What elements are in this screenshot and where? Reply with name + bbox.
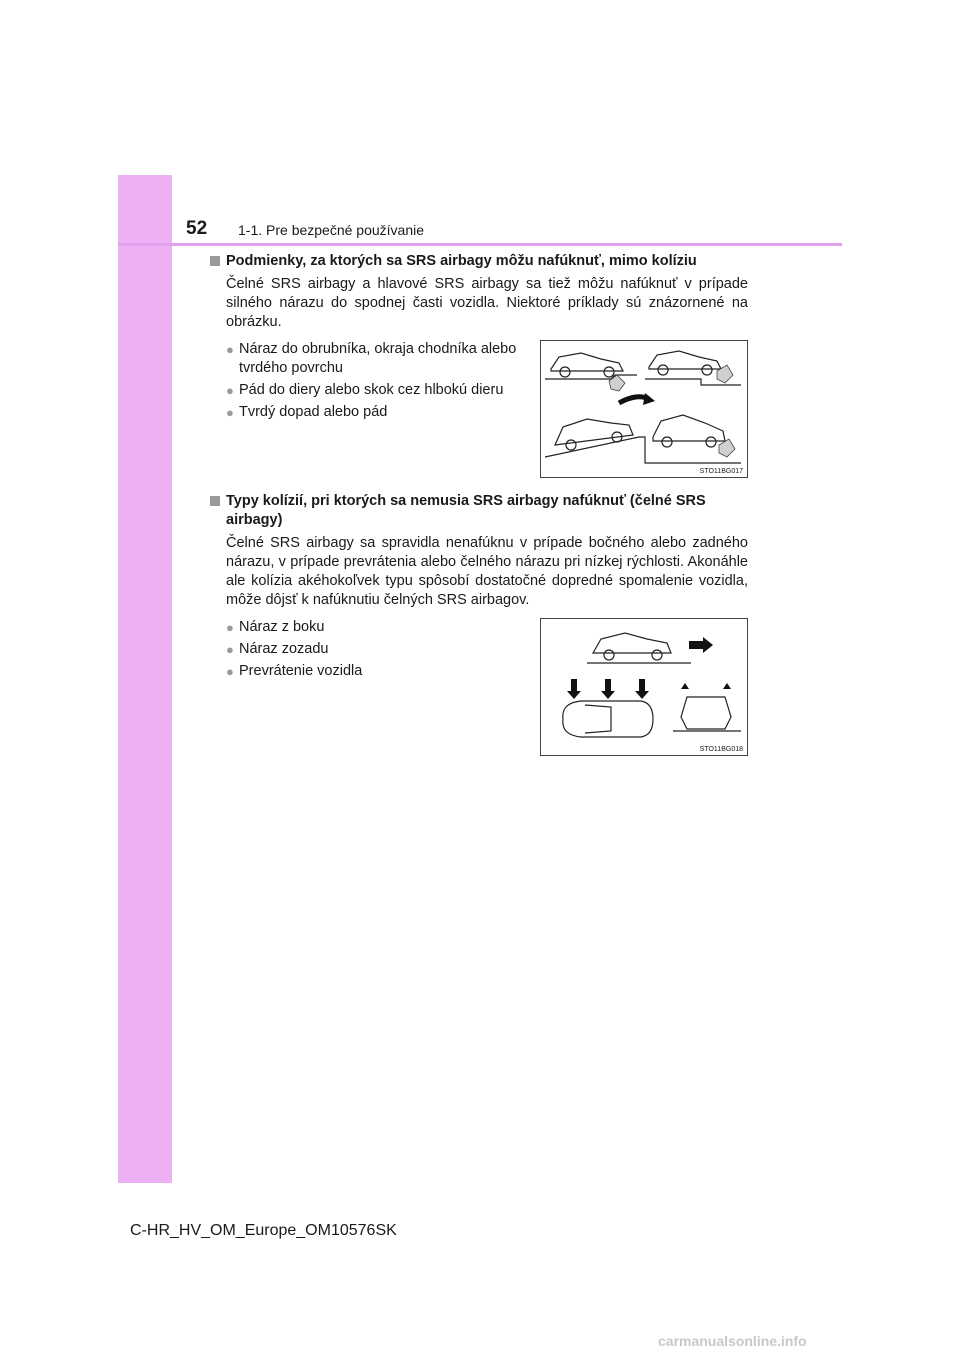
list-item: ● Tvrdý dopad alebo pád [226, 404, 388, 420]
section-non-deploy-collisions [210, 492, 748, 756]
page-content [210, 252, 748, 756]
figure-code: STO11BG017 [699, 468, 743, 475]
illustration-collision-types [540, 618, 748, 756]
circle-bullet-icon: ● [226, 620, 234, 635]
watermark: carmanualsonline.info [658, 1333, 807, 1349]
collision-types-illustration [541, 619, 747, 755]
section-paragraph: Čelné SRS airbagy sa spravidla nenafúknu v prípade bočného alebo zadného nárazu, v prípade prevrátenia alebo čelného nárazu pri nízkej rýchlosti. Akonáhle ale kolízia akéhokoľvek typu spôsobí dostatočné dopredné spomalenie vozidla, môže dôjsť k nafúknutiu čelných SRS airbagov. [226, 535, 748, 608]
car-impact-illustration [541, 341, 747, 477]
page-number: 52 [186, 218, 208, 239]
section-row [226, 340, 748, 478]
section-title: Typy kolízií, pri ktorých sa nemusia SRS airbagy nafúknuť (čelné SRS airbagy) [210, 492, 748, 530]
square-bullet-icon [210, 496, 220, 506]
list-item: ● Náraz z boku [226, 619, 325, 635]
circle-bullet-icon: ● [226, 342, 234, 357]
document-footer: C-HR_HV_OM_Europe_OM10576SK [130, 1222, 397, 1239]
header-rule [118, 243, 842, 246]
circle-bullet-icon: ● [226, 664, 234, 679]
circle-bullet-icon: ● [226, 642, 234, 657]
list-item: ● Náraz zozadu [226, 641, 329, 657]
section-title: Podmienky, za ktorých sa SRS airbagy môžu nafúknuť, mimo kolíziu [210, 252, 748, 271]
running-section-title: 1-1. Pre bezpečné používanie [238, 222, 425, 238]
section-row [226, 618, 748, 756]
section-paragraph: Čelné SRS airbagy a hlavové SRS airbagy sa tiež môžu nafúknuť v prípade silného nárazu do spodnej časti vozidla. Niektoré príklady sú znázornené na obrázku. [226, 276, 748, 330]
list-item: ● Prevrátenie vozidla [226, 663, 363, 679]
figure-code: STO11BG018 [699, 746, 743, 753]
section-non-collision [210, 252, 748, 478]
circle-bullet-icon: ● [226, 405, 234, 420]
circle-bullet-icon: ● [226, 383, 234, 398]
side-tab-strip [118, 175, 172, 1183]
square-bullet-icon [210, 256, 220, 266]
bullet-list [226, 340, 540, 478]
list-item: ● Pád do diery alebo skok cez hlbokú dieru [226, 382, 504, 398]
bullet-list [226, 618, 540, 756]
list-item: ● Náraz do obrubníka, okraja chodníka alebo tvrdého povrchu [226, 341, 517, 376]
illustration-undercarriage-impacts [540, 340, 748, 478]
